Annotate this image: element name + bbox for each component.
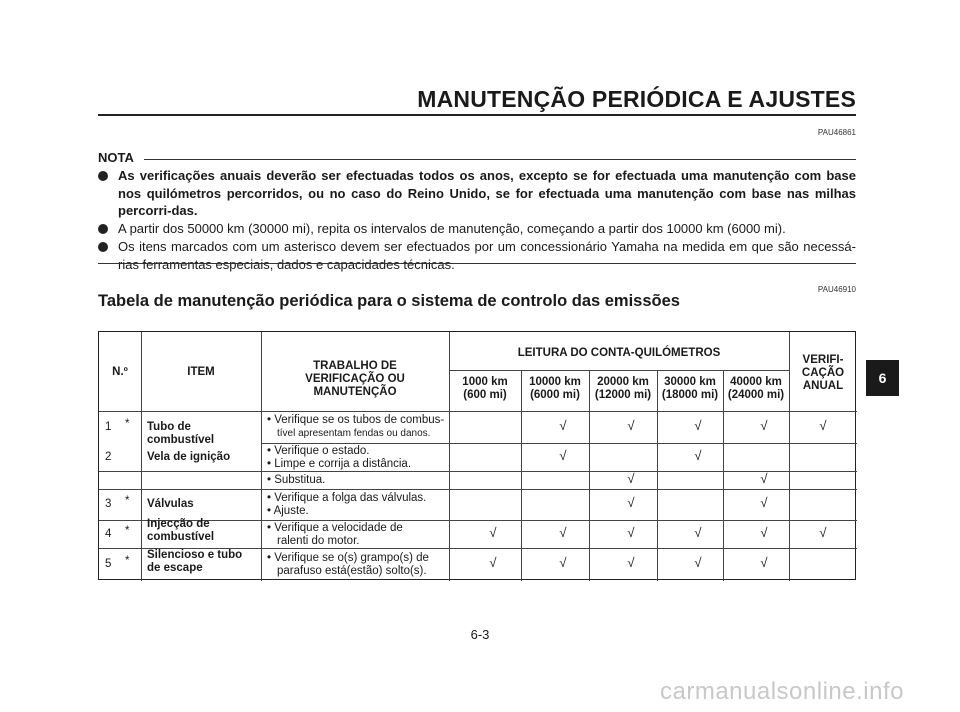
page-number: 6-3	[470, 627, 490, 642]
header-interval: 20000 km (12000 mi)	[594, 376, 652, 401]
check-mark: √	[760, 495, 768, 510]
section-heading: Tabela de manutenção periódica para o sistema de controlo das emissões	[98, 292, 680, 310]
note-item-text: A partir dos 50000 km (30000 mi), repita os intervalos de manutenção, começando a partir dos 10000 km (6000 mi).	[118, 221, 786, 236]
check-mark: √	[559, 447, 567, 463]
row-number: 2	[105, 450, 112, 463]
row-work-line: • Substitua.	[267, 473, 326, 486]
note-item	[118, 167, 856, 220]
check-mark: √	[627, 524, 635, 540]
check-mark: √	[694, 447, 702, 463]
row-work	[267, 552, 445, 578]
check-mark: √	[627, 417, 635, 433]
row-work	[267, 492, 445, 518]
check-mark: √	[760, 417, 768, 433]
reference-code: PAU46861	[817, 128, 856, 137]
header-annual: VERIFI-CAÇÃO ANUAL	[801, 354, 845, 392]
check-mark: √	[694, 417, 702, 433]
header-odometer: LEITURA DO CONTA-QUILÓMETROS	[517, 347, 721, 359]
check-mark: √	[627, 555, 635, 570]
note-top-rule	[144, 159, 856, 160]
row-asterisk: *	[125, 495, 130, 507]
check-mark: √	[819, 417, 827, 433]
check-mark: √	[760, 470, 768, 486]
row-item: Injecção de combustível	[147, 518, 215, 543]
header-item: ITEM	[187, 366, 215, 378]
row-item: Silencioso e tubo de escape	[147, 548, 243, 574]
row-work-line: ralenti do motor.	[277, 535, 360, 547]
check-mark: √	[489, 555, 497, 570]
maintenance-table	[98, 331, 856, 580]
header-work: TRABALHO DE VERIFICAÇÃO OU MANUTENÇÃO	[305, 360, 405, 398]
note-item-text: Os itens marcados com um asterisco devem ser efectuados por um concessionário Yamaha na medida em que são necessá-rias ferramentas especiais, dados e capacidades técnicas.	[118, 239, 856, 272]
row-asterisk: *	[125, 524, 130, 537]
column-divider	[449, 332, 450, 581]
row-number: 4	[105, 527, 112, 540]
check-mark: √	[819, 524, 827, 540]
row-divider	[99, 411, 857, 412]
row-work	[267, 445, 445, 471]
header-interval: 40000 km (24000 mi)	[727, 376, 785, 401]
section-code: PAU46910	[817, 285, 856, 294]
row-divider	[261, 443, 857, 444]
row-divider	[99, 471, 857, 472]
column-divider	[789, 332, 790, 581]
chapter-tab[interactable]: 6	[866, 360, 899, 396]
header-interval: 1000 km (600 mi)	[462, 376, 508, 401]
watermark: carmanualsonline.info	[660, 678, 904, 705]
header-divider	[449, 370, 789, 371]
row-item: Vela de ignição	[147, 450, 231, 463]
row-work	[267, 414, 445, 440]
row-number: 5	[105, 558, 112, 570]
check-mark: √	[559, 417, 567, 433]
row-work-line: • Ajuste.	[267, 504, 309, 517]
row-item: Tubo de combustível	[147, 420, 215, 446]
check-mark: √	[694, 555, 702, 570]
row-work-line: • Limpe e corrija a distância.	[267, 458, 412, 470]
header-no: N.º	[112, 366, 128, 378]
row-work	[267, 474, 445, 487]
bullet-icon	[98, 224, 108, 234]
header-interval: 30000 km (18000 mi)	[661, 376, 719, 401]
row-work-line: • Verifique se os tubos de combus-	[267, 414, 445, 426]
check-mark: √	[559, 555, 567, 570]
check-mark: √	[760, 555, 768, 570]
note-label: NOTA	[98, 150, 138, 165]
check-mark: √	[627, 470, 635, 486]
row-work-line: • Verifique se o(s) grampo(s) de	[267, 551, 429, 564]
header-interval: 10000 km (6000 mi)	[529, 376, 581, 401]
row-item: Válvulas	[147, 498, 194, 510]
note-item-text: As verificações anuais deverão ser efectuadas todos os anos, excepto se for efectuada uma manutenção com base nos quilómetros percorridos, ou no caso do Reino Unido, se for efectuada uma manutenção com base nas milhas percorri-das.	[118, 168, 856, 218]
row-work-line: tível apresentam fendas ou danos.	[277, 428, 431, 439]
row-work-line: • Verifique o estado.	[267, 445, 370, 457]
row-divider	[99, 489, 857, 490]
row-asterisk: *	[125, 417, 130, 430]
bullet-icon	[98, 171, 108, 181]
row-work-line: • Verifique a velocidade de	[267, 522, 403, 534]
column-divider	[261, 332, 262, 581]
row-number: 1	[105, 420, 112, 433]
page-title: MANUTENÇÃO PERIÓDICA E AJUSTES	[417, 86, 856, 112]
row-work-line: • Verifique a folga das válvulas.	[267, 491, 427, 504]
row-work-line: parafuso está(estão) solto(s).	[277, 564, 427, 577]
row-number: 3	[105, 498, 112, 510]
note-bottom-rule	[98, 263, 856, 264]
title-rule	[98, 114, 856, 116]
check-mark: √	[627, 495, 635, 510]
check-mark: √	[559, 524, 567, 540]
check-mark: √	[760, 524, 768, 540]
note-item	[118, 220, 856, 238]
bullet-icon	[98, 242, 108, 252]
check-mark: √	[694, 524, 702, 540]
row-asterisk: *	[125, 555, 130, 567]
row-work	[267, 522, 445, 548]
check-mark: √	[489, 524, 497, 540]
note-item	[118, 238, 856, 273]
